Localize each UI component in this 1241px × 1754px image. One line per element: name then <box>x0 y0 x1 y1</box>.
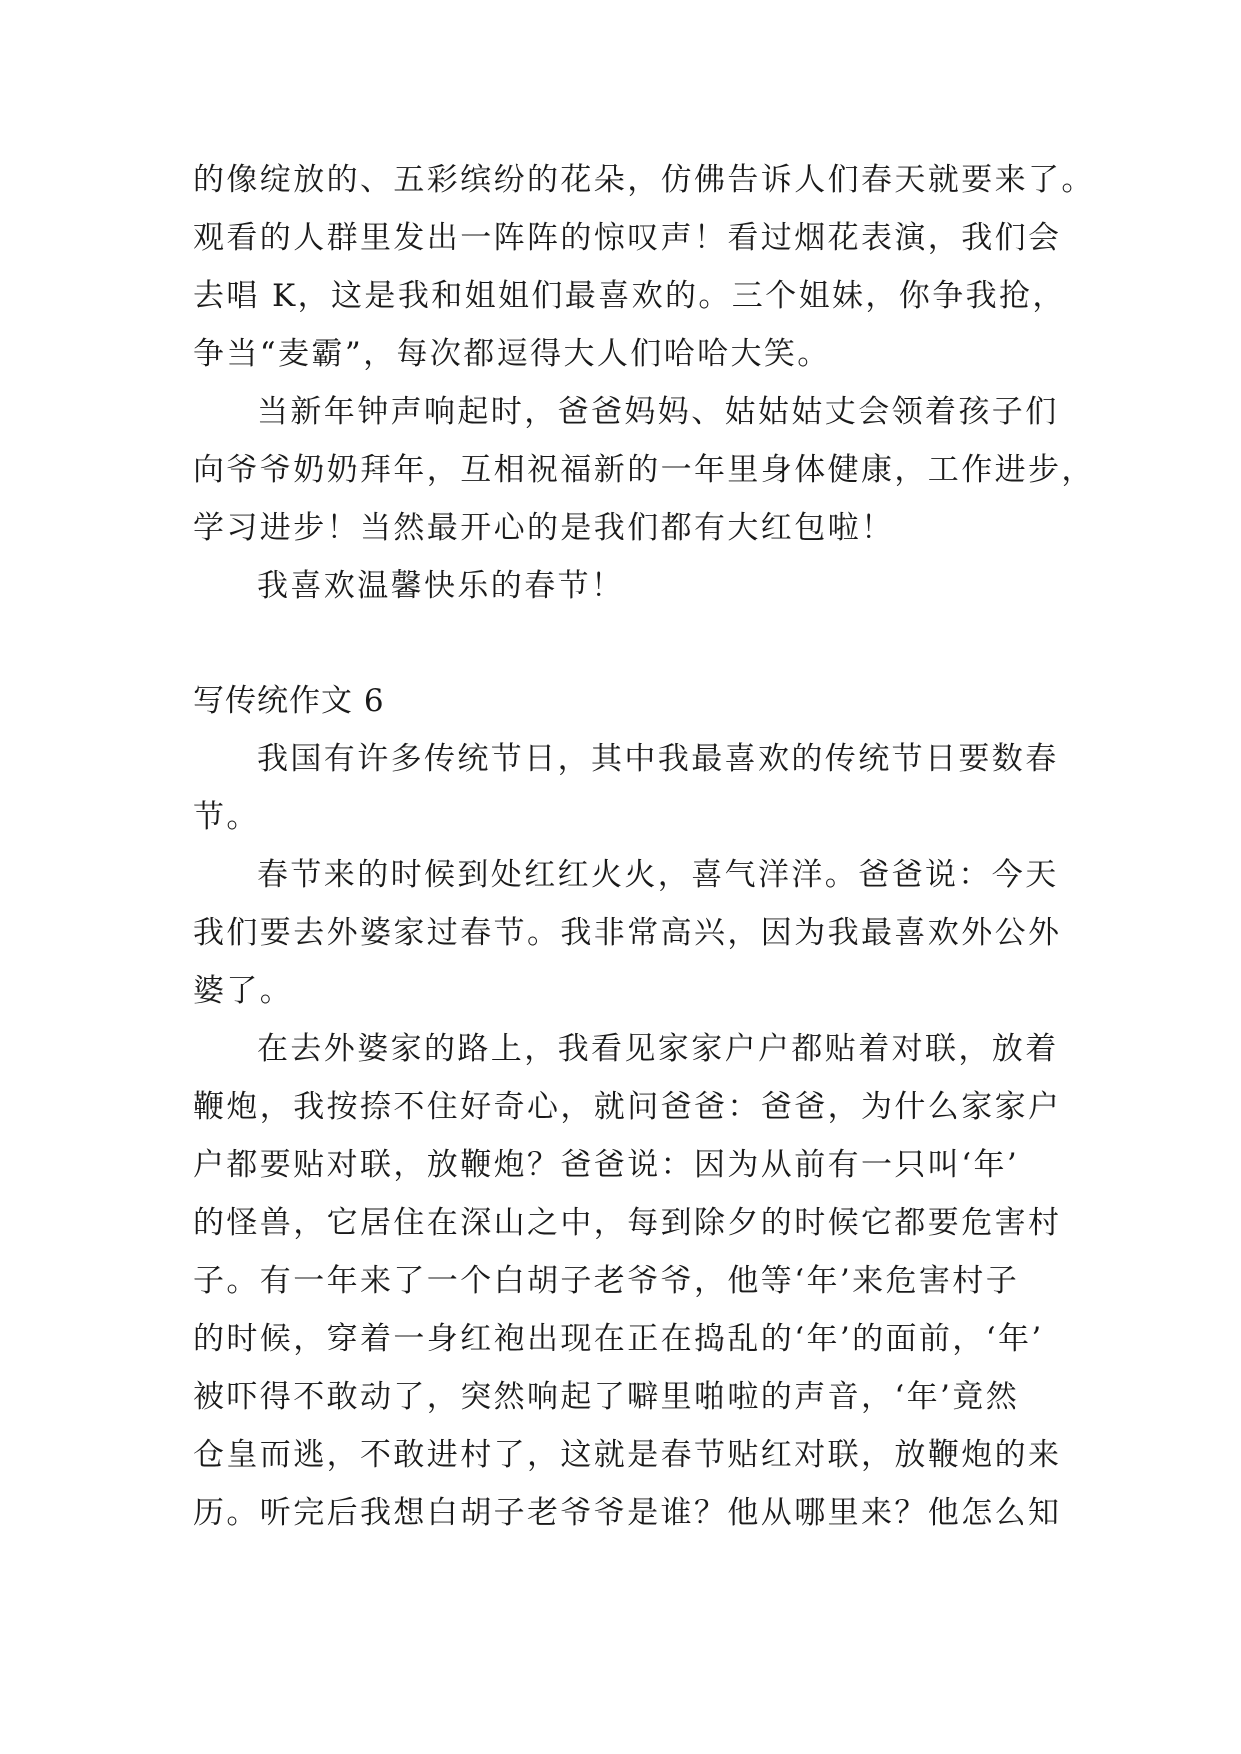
paragraph-line: 节。 <box>193 799 260 835</box>
paragraph-line: 向爷爷奶奶拜年，互相祝福新的一年里身体健康，工作进步， <box>193 452 1095 488</box>
paragraph-line-indented: 当新年钟声响起时，爸爸妈妈、姑姑姑丈会领着孩子们 <box>257 394 1059 430</box>
paragraph-line: 争当“麦霸”，每次都逗得大人们哈哈大笑。 <box>193 336 831 372</box>
paragraph-line: 的怪兽，它居住在深山之中，每到除夕的时候它都要危害村 <box>193 1205 1062 1241</box>
paragraph-line: 的像绽放的、五彩缤纷的花朵，仿佛告诉人们春天就要来了。 <box>193 162 1095 198</box>
paragraph-line: 仓皇而逃，不敢进村了，这就是春节贴红对联，放鞭炮的来 <box>193 1437 1062 1473</box>
paragraph-line: 学习进步！当然最开心的是我们都有大红包啦！ <box>193 510 895 546</box>
paragraph-line: 子。有一年来了一个白胡子老爷爷，他等‘年’来危害村子 <box>193 1263 1020 1299</box>
paragraph-line: 我们要去外婆家过春节。我非常高兴，因为我最喜欢外公外 <box>193 915 1062 951</box>
paragraph-line: 的时候，穿着一身红袍出现在正在捣乱的‘年’的面前，‘年’ <box>193 1321 1044 1357</box>
paragraph-line: 被吓得不敢动了，突然响起了噼里啪啦的声音，‘年’竟然 <box>193 1379 1020 1415</box>
paragraph-line-indented: 我国有许多传统节日，其中我最喜欢的传统节日要数春 <box>257 741 1059 777</box>
paragraph-line: 鞭炮，我按捺不住好奇心，就问爸爸：爸爸，为什么家家户 <box>193 1089 1062 1125</box>
paragraph-line: 婆了。 <box>193 973 294 1009</box>
paragraph-line-indented: 我喜欢温馨快乐的春节！ <box>257 568 625 604</box>
paragraph-line: 户都要贴对联，放鞭炮？爸爸说：因为从前有一只叫‘年’ <box>193 1147 1020 1183</box>
paragraph-line: 观看的人群里发出一阵阵的惊叹声！看过烟花表演，我们会 <box>193 220 1062 256</box>
paragraph-line-indented: 在去外婆家的路上，我看见家家户户都贴着对联，放着 <box>257 1031 1059 1067</box>
paragraph-line: 去唱 K，这是我和姐姐们最喜欢的。三个姐妹，你争我抢， <box>193 278 1066 314</box>
section-heading: 写传统作文 6 <box>193 683 385 719</box>
paragraph-line: 历。听完后我想白胡子老爷爷是谁？他从哪里来？他怎么知 <box>193 1495 1062 1531</box>
paragraph-line-indented: 春节来的时候到处红红火火，喜气洋洋。爸爸说：今天 <box>257 857 1059 893</box>
